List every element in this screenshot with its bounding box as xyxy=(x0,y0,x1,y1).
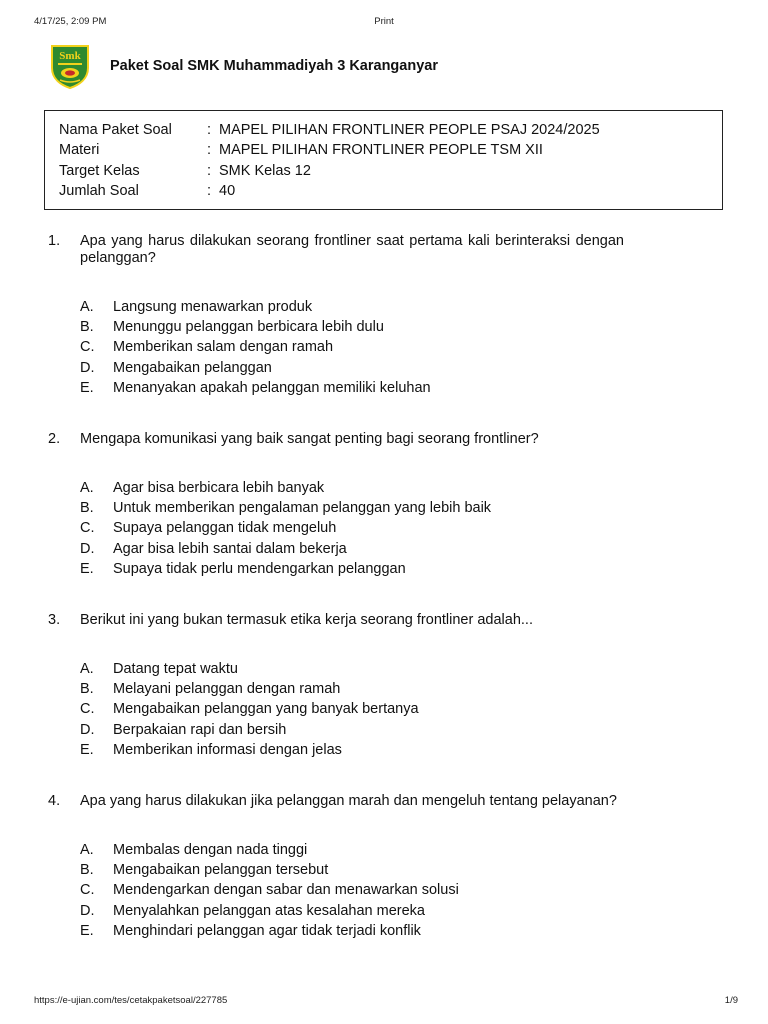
info-row-materi xyxy=(59,140,722,160)
option-e xyxy=(48,740,624,760)
option-e xyxy=(48,378,624,398)
option-text: Menyalahkan pelanggan atas kesalahan mereka xyxy=(113,902,425,919)
info-value: MAPEL PILIHAN FRONTLINER PEOPLE TSM XII xyxy=(219,142,543,159)
option-text: Menanyakan apakah pelanggan memiliki keluhan xyxy=(113,379,431,396)
option-text: Berpakaian rapi dan bersih xyxy=(113,721,287,738)
info-row-package-name xyxy=(59,120,722,140)
option-list xyxy=(48,659,624,760)
option-letter: E. xyxy=(80,379,94,396)
print-title: Print xyxy=(374,16,394,27)
option-c xyxy=(48,518,624,538)
option-text: Menghindari pelanggan agar tidak terjadi konflik xyxy=(113,922,421,939)
question-2 xyxy=(48,431,624,579)
info-colon: : xyxy=(207,142,212,159)
question-text: Apa yang harus dilakukan seorang frontliner saat pertama kali berinteraksi dengan pelanggan? xyxy=(80,233,624,266)
option-a xyxy=(48,297,624,317)
option-b xyxy=(48,679,624,699)
question-text: Berikut ini yang bukan termasuk etika kerja seorang frontliner adalah... xyxy=(80,612,533,629)
option-a xyxy=(48,659,624,679)
print-datetime: 4/17/25, 2:09 PM xyxy=(34,16,107,27)
logo-text: Smk xyxy=(59,50,81,62)
option-d xyxy=(48,539,624,559)
option-text: Menunggu pelanggan berbicara lebih dulu xyxy=(113,319,384,336)
option-letter: B. xyxy=(80,500,94,517)
option-letter: D. xyxy=(80,359,95,376)
option-list xyxy=(48,478,624,579)
info-value: 40 xyxy=(219,182,236,199)
option-e xyxy=(48,559,624,579)
option-a xyxy=(48,840,624,860)
option-letter: B. xyxy=(80,862,94,879)
option-d xyxy=(48,901,624,921)
option-c xyxy=(48,880,624,900)
option-letter: A. xyxy=(80,299,94,315)
question-stem xyxy=(48,793,624,810)
info-colon: : xyxy=(207,122,212,138)
option-d xyxy=(48,720,624,740)
option-text: Langsung menawarkan produk xyxy=(113,299,313,315)
question-number: 1. xyxy=(48,233,61,249)
option-letter: B. xyxy=(80,319,94,336)
option-text: Agar bisa berbicara lebih banyak xyxy=(113,480,325,497)
option-e xyxy=(48,921,624,941)
option-letter: D. xyxy=(80,721,95,738)
option-letter: E. xyxy=(80,560,94,577)
question-list xyxy=(48,233,624,974)
print-url: https://e-ujian.com/tes/cetakpaketsoal/227785 xyxy=(34,995,228,1006)
question-text: Apa yang harus dilakukan jika pelanggan marah dan mengeluh tentang pelayanan? xyxy=(80,793,617,810)
info-value: SMK Kelas 12 xyxy=(219,162,311,179)
option-text: Membalas dengan nada tinggi xyxy=(113,842,308,859)
option-text: Memberikan salam dengan ramah xyxy=(113,339,334,356)
option-b xyxy=(48,317,624,337)
option-text: Memberikan informasi dengan jelas xyxy=(113,741,342,758)
option-letter: A. xyxy=(80,480,94,497)
option-letter: C. xyxy=(80,882,95,899)
page-number: 1/9 xyxy=(724,995,738,1006)
page-title: Paket Soal SMK Muhammadiyah 3 Karanganyar xyxy=(110,58,438,74)
option-list xyxy=(48,297,624,398)
question-3 xyxy=(48,612,624,760)
option-text: Mengabaikan pelanggan yang banyak bertanya xyxy=(113,701,419,718)
package-info-box xyxy=(44,110,723,210)
option-text: Mengabaikan pelanggan tersebut xyxy=(113,862,329,879)
question-stem xyxy=(48,233,624,267)
option-text: Melayani pelanggan dengan ramah xyxy=(113,681,341,698)
option-list xyxy=(48,840,624,941)
option-c xyxy=(48,699,624,719)
print-header xyxy=(34,16,734,27)
info-value: MAPEL PILIHAN FRONTLINER PEOPLE PSAJ 2024/2025 xyxy=(219,122,600,138)
info-row-question-count xyxy=(59,181,722,201)
print-footer xyxy=(34,995,738,1006)
option-letter: C. xyxy=(80,701,95,718)
option-b xyxy=(48,860,624,880)
question-text: Mengapa komunikasi yang baik sangat penting bagi seorang frontliner? xyxy=(80,431,539,448)
option-letter: D. xyxy=(80,540,95,557)
school-header xyxy=(46,42,438,90)
option-letter: E. xyxy=(80,741,94,758)
school-logo xyxy=(46,42,94,90)
question-stem xyxy=(48,431,624,448)
question-number: 2. xyxy=(48,431,61,448)
question-4 xyxy=(48,793,624,941)
option-letter: B. xyxy=(80,681,94,698)
option-b xyxy=(48,498,624,518)
option-letter: C. xyxy=(80,339,95,356)
option-letter: A. xyxy=(80,661,94,678)
option-d xyxy=(48,358,624,378)
option-c xyxy=(48,337,624,357)
info-row-target-class xyxy=(59,161,722,181)
option-letter: C. xyxy=(80,520,95,537)
option-letter: E. xyxy=(80,922,94,939)
option-text: Supaya pelanggan tidak mengeluh xyxy=(113,520,337,537)
option-text: Datang tepat waktu xyxy=(113,661,238,678)
option-letter: D. xyxy=(80,902,95,919)
option-a xyxy=(48,478,624,498)
option-letter: A. xyxy=(80,842,94,859)
option-text: Supaya tidak perlu mendengarkan pelanggan xyxy=(113,560,406,577)
info-colon: : xyxy=(207,182,212,199)
question-number: 3. xyxy=(48,612,61,629)
info-label: Nama Paket Soal xyxy=(59,122,172,138)
info-label: Target Kelas xyxy=(59,162,140,179)
option-text: Mendengarkan dengan sabar dan menawarkan solusi xyxy=(113,882,459,899)
question-number: 4. xyxy=(48,793,61,810)
info-label: Jumlah Soal xyxy=(59,182,139,199)
info-label: Materi xyxy=(59,142,100,159)
option-text: Untuk memberikan pengalaman pelanggan yang lebih baik xyxy=(113,500,492,517)
option-text: Agar bisa lebih santai dalam bekerja xyxy=(113,540,347,557)
question-stem xyxy=(48,612,624,629)
question-1 xyxy=(48,233,624,398)
option-text: Mengabaikan pelanggan xyxy=(113,359,272,376)
info-colon: : xyxy=(207,162,212,179)
